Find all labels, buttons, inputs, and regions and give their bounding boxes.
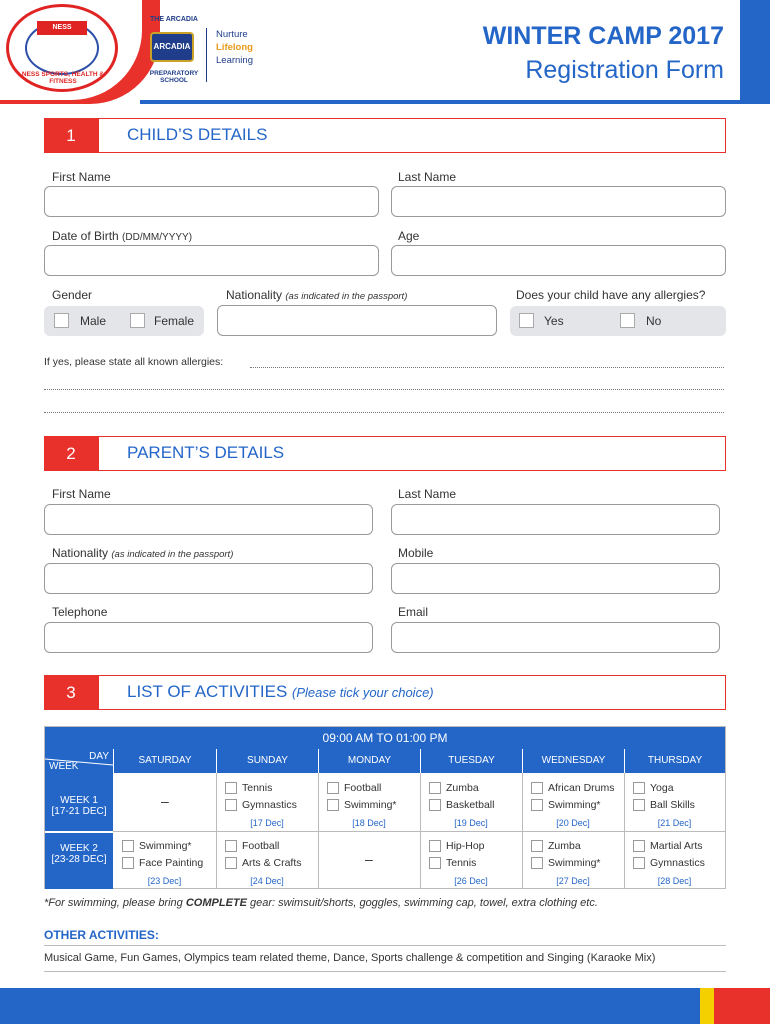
- arcadia-logo-top: THE ARCADIA: [150, 16, 198, 23]
- w1-sunday-tennis-checkbox[interactable]: [225, 782, 237, 794]
- section-title: CHILD’S DETAILS: [127, 125, 268, 144]
- footer-red-block: [714, 988, 770, 1024]
- table-corner: [45, 749, 113, 773]
- child-age-label: Age: [398, 229, 420, 243]
- allergies-no-checkbox[interactable]: [620, 313, 635, 328]
- section-number: 1: [44, 118, 99, 153]
- w2-tuesday-tennis-checkbox[interactable]: [429, 857, 441, 869]
- w1-tuesday-basketball-checkbox[interactable]: [429, 799, 441, 811]
- section-list-of-activities: [44, 675, 726, 710]
- tagline: [206, 28, 266, 82]
- w1-wednesday-date: [20 Dec]: [556, 818, 590, 828]
- parent-telephone-label: Telephone: [52, 605, 108, 619]
- child-dob-label-text: Date of Birth: [52, 229, 119, 243]
- w2-wednesday-zumba-checkbox[interactable]: [531, 840, 543, 852]
- week-2-range: [23-28 DEC]: [51, 854, 107, 865]
- gender-female-checkbox[interactable]: [130, 313, 145, 328]
- parent-first-name-label: First Name: [52, 487, 111, 501]
- week-1-label: [45, 773, 113, 831]
- ness-logo-ring-text: NESS SPORTS, HEALTH & FITNESS: [21, 71, 105, 85]
- section-childs-details: [44, 118, 726, 153]
- w1-tuesday-zumba: Zumba: [446, 782, 479, 794]
- parent-last-name-input[interactable]: [391, 504, 720, 535]
- w2-sunday-arts-crafts: Arts & Crafts: [242, 857, 302, 869]
- footnote-post: gear: swimsuit/shorts, goggles, swimming cap, towel, extra clothing etc.: [250, 897, 598, 909]
- swimming-footnote: [44, 897, 598, 909]
- w1-monday-football: Football: [344, 782, 382, 794]
- allergies-state-label: If yes, please state all known allergies:: [44, 356, 224, 368]
- tagline-line-3: Learning: [216, 55, 253, 66]
- w1-thursday-date: [21 Dec]: [657, 818, 692, 828]
- parent-nationality-label-text: Nationality: [52, 546, 109, 560]
- w1-tuesday-basketball: Basketball: [446, 799, 495, 811]
- w1-sunday-date: [17 Dec]: [250, 818, 284, 828]
- arcadia-shield-text: ARCADIA: [153, 42, 191, 51]
- arcadia-logo: [140, 14, 208, 86]
- section-title-text: LIST OF ACTIVITIES: [127, 682, 288, 701]
- parent-nationality-note: (as indicated in the passport): [111, 549, 234, 560]
- w2-thursday-gymnastics-checkbox[interactable]: [633, 857, 645, 869]
- w1-monday-football-checkbox[interactable]: [327, 782, 339, 794]
- day-header-monday: MONDAY: [318, 749, 420, 773]
- w2-saturday-swimming: Swimming*: [139, 840, 192, 852]
- child-dob-label: [52, 229, 192, 243]
- w2-saturday-face-painting: Face Painting: [139, 857, 204, 869]
- child-last-name-input[interactable]: [391, 186, 726, 217]
- parent-nationality-label: [52, 546, 233, 560]
- w2-wednesday-zumba: Zumba: [548, 840, 581, 852]
- tagline-line-2: Lifelong: [216, 42, 253, 53]
- week-2-title: WEEK 2: [60, 843, 98, 854]
- allergies-yes-label: Yes: [544, 314, 564, 328]
- section-title: PARENT’S DETAILS: [127, 443, 285, 462]
- w1-tuesday-zumba-checkbox[interactable]: [429, 782, 441, 794]
- page-subtitle: Registration Form: [525, 56, 724, 84]
- gender-male-label: Male: [80, 314, 107, 328]
- w1-monday-date: [18 Dec]: [352, 818, 386, 828]
- child-dob-format: (DD/MM/YYYY): [122, 232, 193, 243]
- day-header-sunday: SUNDAY: [216, 749, 318, 773]
- child-dob-input[interactable]: [44, 245, 379, 276]
- child-nationality-note: (as indicated in the passport): [285, 291, 408, 302]
- w1-thursday-yoga-checkbox[interactable]: [633, 782, 645, 794]
- w1-wednesday-swimming: Swimming*: [548, 799, 601, 811]
- other-activities-title: OTHER ACTIVITIES:: [44, 928, 159, 942]
- day-header-thursday: THURSDAY: [624, 749, 725, 773]
- w2-sunday-football-checkbox[interactable]: [225, 840, 237, 852]
- day-header-wednesday: WEDNESDAY: [522, 749, 624, 773]
- w1-thursday-ball-skills: Ball Skills: [650, 799, 695, 811]
- ness-logo: [6, 4, 118, 92]
- section-subtitle: (Please tick your choice): [292, 685, 434, 700]
- w2-saturday-face-painting-checkbox[interactable]: [122, 857, 134, 869]
- w2-thursday-martial-arts-checkbox[interactable]: [633, 840, 645, 852]
- w2-tuesday-hip-hop-checkbox[interactable]: [429, 840, 441, 852]
- divider: [44, 945, 726, 946]
- w2-thursday-date: [28 Dec]: [657, 876, 692, 886]
- w2-tuesday-date: [26 Dec]: [454, 876, 488, 886]
- footer-yellow-stripe: [700, 988, 714, 1024]
- day-header-row: [45, 749, 725, 773]
- w2-sunday-arts-crafts-checkbox[interactable]: [225, 857, 237, 869]
- week-2-label: [45, 832, 113, 889]
- w2-saturday-date: [23 Dec]: [147, 876, 182, 886]
- section-title: [127, 682, 434, 702]
- child-nationality-label-text: Nationality: [226, 288, 283, 302]
- activities-table: [44, 726, 726, 889]
- w1-thursday-yoga: Yoga: [650, 782, 674, 794]
- w2-wednesday-date: [27 Dec]: [556, 876, 590, 886]
- parent-first-name-input[interactable]: [44, 504, 373, 535]
- parent-email-label: Email: [398, 605, 429, 619]
- w2-thursday-gymnastics: Gymnastics: [650, 857, 705, 869]
- corner-day: DAY: [89, 751, 109, 762]
- w2-sunday-football: Football: [242, 840, 280, 852]
- allergies-line-1[interactable]: [250, 367, 724, 368]
- parent-email-input[interactable]: [391, 622, 720, 653]
- corner-week: WEEK: [49, 761, 79, 772]
- allergies-line-2[interactable]: [44, 389, 724, 390]
- day-header-saturday: SATURDAY: [113, 749, 216, 773]
- footnote-bold: COMPLETE: [185, 897, 247, 909]
- child-first-name-label: First Name: [52, 170, 111, 184]
- w2-thursday-martial-arts: Martial Arts: [650, 840, 703, 852]
- w2-sunday-date: [24 Dec]: [250, 876, 284, 886]
- section-parents-details: [44, 436, 726, 471]
- other-activities-list: Musical Game, Fun Games, Olympics team related theme, Dance, Sports challenge & competition and Singing (Karaoke Mix): [44, 952, 656, 964]
- divider: [44, 971, 726, 972]
- allergies-no-label: No: [646, 314, 662, 328]
- gender-male-checkbox[interactable]: [54, 313, 69, 328]
- allergies-choice: [510, 306, 726, 336]
- w2-saturday-swimming-checkbox[interactable]: [122, 840, 134, 852]
- footnote-pre: *For swimming, please bring: [44, 897, 183, 909]
- arcadia-logo-bottom: PREPARATORY SCHOOL: [149, 70, 199, 84]
- parent-last-name-label: Last Name: [398, 487, 457, 501]
- w1-monday-swimming: Swimming*: [344, 799, 397, 811]
- w2-tuesday-tennis: Tennis: [446, 857, 477, 869]
- section-number: 2: [44, 436, 99, 471]
- child-nationality-label: [226, 288, 407, 302]
- w1-tuesday-date: [19 Dec]: [454, 818, 488, 828]
- parent-telephone-input[interactable]: [44, 622, 373, 653]
- child-allergies-question: Does your child have any allergies?: [516, 288, 706, 302]
- gender-female-label: Female: [154, 314, 195, 328]
- parent-nationality-input[interactable]: [44, 563, 373, 594]
- w1-monday-swimming-checkbox[interactable]: [327, 799, 339, 811]
- week-1-title: WEEK 1: [60, 795, 98, 806]
- arcadia-shield: [150, 32, 194, 62]
- allergies-line-3[interactable]: [44, 412, 724, 413]
- page-title: WINTER CAMP 2017: [482, 22, 724, 50]
- parent-mobile-input[interactable]: [391, 563, 720, 594]
- parent-mobile-label: Mobile: [398, 546, 434, 560]
- w1-sunday-gymnastics: Gymnastics: [242, 799, 297, 811]
- w1-sunday-tennis: Tennis: [242, 782, 273, 794]
- week-1-range: [17-21 DEC]: [51, 806, 107, 817]
- w1-wednesday-african-drums-checkbox[interactable]: [531, 782, 543, 794]
- day-header-tuesday: TUESDAY: [420, 749, 522, 773]
- w1-wednesday-swimming-checkbox[interactable]: [531, 799, 543, 811]
- child-age-input[interactable]: [391, 245, 726, 276]
- tagline-line-1: Nurture: [216, 29, 248, 40]
- time-bar: 09:00 AM TO 01:00 PM: [45, 727, 725, 749]
- w1-thursday-ball-skills-checkbox[interactable]: [633, 799, 645, 811]
- w2-wednesday-swimming-checkbox[interactable]: [531, 857, 543, 869]
- allergies-yes-checkbox[interactable]: [519, 313, 534, 328]
- child-nationality-input[interactable]: [217, 305, 497, 336]
- child-last-name-label: Last Name: [398, 170, 457, 184]
- child-first-name-input[interactable]: [44, 186, 379, 217]
- w1-wednesday-african-drums: African Drums: [548, 782, 615, 794]
- w1-sunday-gymnastics-checkbox[interactable]: [225, 799, 237, 811]
- section-number: 3: [44, 675, 99, 710]
- w2-tuesday-hip-hop: Hip-Hop: [446, 840, 485, 852]
- child-gender-label: Gender: [52, 288, 93, 302]
- w1-saturday-none: –: [161, 793, 169, 809]
- row-divider: [113, 831, 725, 832]
- ness-logo-plaque: NESS: [37, 21, 87, 35]
- w2-monday-none: –: [365, 851, 373, 867]
- footer-blue-band: [0, 988, 770, 1024]
- w2-wednesday-swimming: Swimming*: [548, 857, 601, 869]
